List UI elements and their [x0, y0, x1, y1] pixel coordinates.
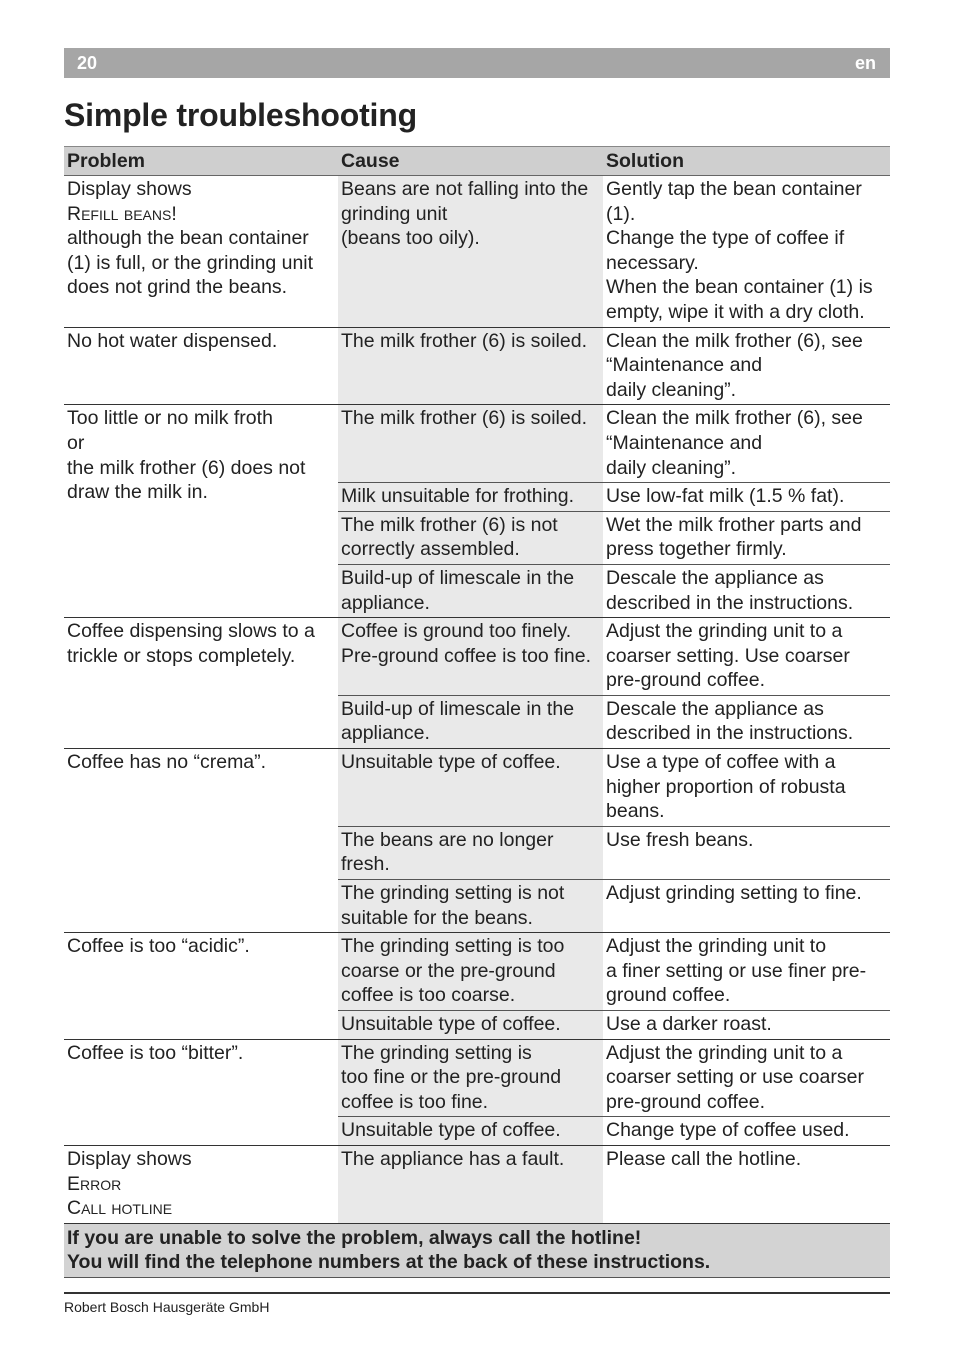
solution-cell	[603, 1145, 890, 1223]
cause-text: Beans are not falling into the grinding unit (beans too oily).	[341, 178, 589, 250]
column-header-cause: Cause	[338, 147, 603, 176]
solution-text: Adjust the grinding unit to a coarser setting or use coarser pre-ground coffee.	[606, 1041, 864, 1113]
cause-cell	[338, 826, 603, 879]
cause-text: Unsuitable type of coffee.	[341, 751, 561, 774]
problem-text: or	[67, 431, 85, 454]
cause-text: The milk frother (6) is soiled.	[341, 407, 587, 430]
cause-cell	[338, 564, 603, 617]
page-title: Simple troubleshooting	[64, 97, 417, 133]
solution-text: Use a darker roast.	[606, 1013, 772, 1035]
solution-text: Clean the milk frother (6), see “Maintenance and daily cleaning”.	[606, 407, 863, 479]
hotline-note-row	[64, 1223, 890, 1277]
solution-cell	[603, 483, 890, 512]
solution-cell	[603, 405, 890, 483]
cause-text: Build-up of limescale in the appliance.	[341, 697, 575, 745]
hotline-note-line: If you are unable to solve the problem, always call the hotline!	[67, 1226, 642, 1249]
table-row	[64, 1039, 890, 1117]
solution-cell	[603, 1011, 890, 1040]
cause-text: The beans are no longer fresh.	[341, 828, 554, 876]
cause-cell	[338, 176, 603, 328]
table-row	[64, 176, 890, 328]
cause-text: The appliance has a fault.	[341, 1147, 565, 1170]
display-message: Refill beans!	[67, 202, 177, 225]
cause-cell	[338, 695, 603, 748]
solution-cell	[603, 1117, 890, 1146]
cause-cell	[338, 327, 603, 405]
display-message: Call hotline	[67, 1197, 173, 1220]
solution-text: Wet the milk frother parts and press together firmly.	[606, 513, 862, 561]
problem-text: No hot water dispensed.	[67, 329, 278, 352]
problem-cell	[64, 618, 338, 749]
language-code: en	[854, 53, 876, 73]
cause-text: Unsuitable type of coffee.	[341, 1013, 561, 1035]
column-header-solution: Solution	[603, 147, 890, 176]
solution-cell	[603, 880, 890, 933]
problem-text: Display shows	[67, 1147, 192, 1170]
problem-text: Coffee is too “acidic”.	[67, 935, 250, 958]
cause-cell	[338, 749, 603, 827]
cause-text: The grinding setting is too coarse or the pre-ground coffee is too coarse.	[341, 935, 565, 1007]
solution-text: Please call the hotline.	[606, 1147, 802, 1170]
troubleshooting-table	[64, 146, 890, 1278]
solution-text: Use fresh beans.	[606, 828, 754, 851]
cause-cell	[338, 1011, 603, 1040]
display-message: Error	[67, 1172, 122, 1195]
cause-text: The milk frother (6) is not correctly assembled.	[341, 513, 558, 561]
problem-text: Too little or no milk froth	[67, 407, 273, 430]
solution-text: Adjust grinding setting to fine.	[606, 882, 862, 905]
solution-text: Clean the milk frother (6), see “Maintenance and daily cleaning”.	[606, 329, 863, 401]
cause-cell	[338, 511, 603, 564]
cause-cell	[338, 618, 603, 696]
problem-cell	[64, 405, 338, 618]
table-body	[64, 176, 890, 1224]
problem-cell	[64, 1039, 338, 1145]
table-row	[64, 618, 890, 696]
column-header-problem: Problem	[64, 147, 338, 176]
problem-text: Coffee is too “bitter”.	[67, 1041, 244, 1064]
solution-cell	[603, 933, 890, 1011]
solution-text: Adjust the grinding unit to a coarser setting. Use coarser pre-ground coffee.	[606, 620, 850, 692]
solution-text: Descale the appliance as described in the instructions.	[606, 697, 854, 745]
solution-text: Use a type of coffee with a higher proportion of robusta beans.	[606, 751, 846, 823]
footer-divider	[64, 1292, 890, 1294]
solution-cell	[603, 695, 890, 748]
solution-cell	[603, 327, 890, 405]
table-row	[64, 1145, 890, 1223]
problem-text: Display shows	[67, 178, 192, 200]
solution-text: Descale the appliance as described in the instructions.	[606, 566, 854, 614]
problem-cell	[64, 749, 338, 933]
cause-cell	[338, 1117, 603, 1146]
solution-cell	[603, 618, 890, 696]
table-row	[64, 933, 890, 1011]
solution-cell	[603, 511, 890, 564]
problem-text: Coffee dispensing slows to a trickle or stops completely.	[67, 620, 315, 667]
cause-text: The grinding setting is too fine or the pre-ground coffee is too fine.	[341, 1041, 562, 1113]
cause-cell	[338, 405, 603, 483]
hotline-note-line: You will find the telephone numbers at the back of these instructions.	[67, 1251, 711, 1274]
cause-text: Build-up of limescale in the appliance.	[341, 566, 575, 614]
cause-text: Unsuitable type of coffee.	[341, 1119, 561, 1142]
page-number: 20	[77, 53, 98, 73]
solution-cell	[603, 826, 890, 879]
solution-cell	[603, 176, 890, 328]
table-row	[64, 749, 890, 827]
cause-text: Coffee is ground too finely. Pre-ground coffee is too fine.	[341, 620, 592, 667]
solution-cell	[603, 749, 890, 827]
solution-text: Use low-fat milk (1.5 % fat).	[606, 485, 845, 508]
footer-company: Robert Bosch Hausgeräte GmbH	[64, 1299, 270, 1315]
solution-cell	[603, 1039, 890, 1117]
problem-cell	[64, 933, 338, 1039]
solution-text: Adjust the grinding unit to a finer setting or use finer pre-ground coffee.	[606, 935, 867, 1007]
table-header-row	[64, 147, 890, 176]
table-row	[64, 327, 890, 405]
problem-cell	[64, 1145, 338, 1223]
solution-cell	[603, 564, 890, 617]
problem-text: the milk frother (6) does not draw the milk in.	[67, 456, 306, 504]
cause-text: The grinding setting is not suitable for the beans.	[341, 882, 565, 929]
solution-text: Change type of coffee used.	[606, 1119, 850, 1142]
hotline-note	[64, 1223, 890, 1277]
cause-cell	[338, 1039, 603, 1117]
cause-cell	[338, 1145, 603, 1223]
table-row	[64, 405, 890, 483]
cause-cell	[338, 880, 603, 933]
cause-text: The milk frother (6) is soiled.	[341, 329, 587, 352]
problem-cell	[64, 327, 338, 405]
cause-cell	[338, 483, 603, 512]
problem-cell	[64, 176, 338, 328]
page-header-bar	[64, 48, 890, 78]
problem-text: Coffee has no “crema”.	[67, 751, 267, 774]
cause-text: Milk unsuitable for frothing.	[341, 485, 575, 508]
cause-cell	[338, 933, 603, 1011]
solution-text: Gently tap the bean container (1). Change the type of coffee if necessary. When the bean container (1) is empty, wipe it with a dry cloth.	[606, 178, 873, 323]
problem-text: although the bean container (1) is full, or the grinding unit does not grind the beans.	[67, 227, 314, 299]
